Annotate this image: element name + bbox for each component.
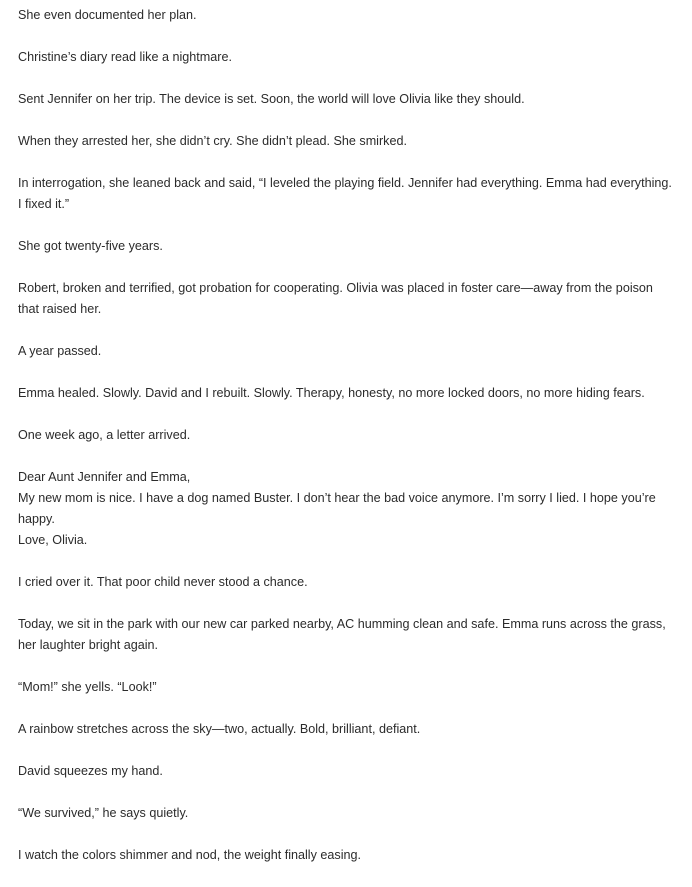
paragraph: I cried over it. That poor child never stood a chance. (18, 575, 308, 589)
paragraph: A rainbow stretches across the sky—two, actually. Bold, brilliant, defiant. (18, 722, 421, 736)
letter-block (18, 467, 674, 551)
paragraph: Sent Jennifer on her trip. The device is set. Soon, the world will love Olivia like they should. (18, 92, 525, 106)
paragraph: She even documented her plan. (18, 8, 197, 22)
paragraph: A year passed. (18, 344, 102, 358)
paragraph: I watch the colors shimmer and nod, the weight finally easing. (18, 848, 362, 862)
story-document (18, 5, 674, 887)
paragraph: One week ago, a letter arrived. (18, 428, 191, 442)
paragraph: “We survived,” he says quietly. (18, 806, 189, 820)
paragraph: When they arrested her, she didn’t cry. She didn’t plead. She smirked. (18, 134, 407, 148)
letter-greeting: Dear Aunt Jennifer and Emma, (18, 470, 191, 484)
paragraph: Today, we sit in the park with our new car parked nearby, AC humming clean and safe. Emma runs across the grass, her laughter bright again. (18, 617, 666, 652)
letter-signoff: Love, Olivia. (18, 533, 88, 547)
paragraph: In interrogation, she leaned back and said, “I leveled the playing field. Jennifer had everything. Emma had everything. I fixed it.” (18, 176, 672, 211)
paragraph: Christine’s diary read like a nightmare. (18, 50, 232, 64)
paragraph: “Mom!” she yells. “Look!” (18, 680, 157, 694)
letter-body: My new mom is nice. I have a dog named Buster. I don’t hear the bad voice anymore. I’m sorry I lied. I hope you’re happy. (18, 491, 656, 526)
paragraph: Robert, broken and terrified, got probation for cooperating. Olivia was placed in foster care—away from the poison that raised her. (18, 281, 653, 316)
paragraph: She got twenty-five years. (18, 239, 163, 253)
paragraph: David squeezes my hand. (18, 764, 163, 778)
paragraph: Emma healed. Slowly. David and I rebuilt. Slowly. Therapy, honesty, no more locked doors, no more hiding fears. (18, 386, 645, 400)
